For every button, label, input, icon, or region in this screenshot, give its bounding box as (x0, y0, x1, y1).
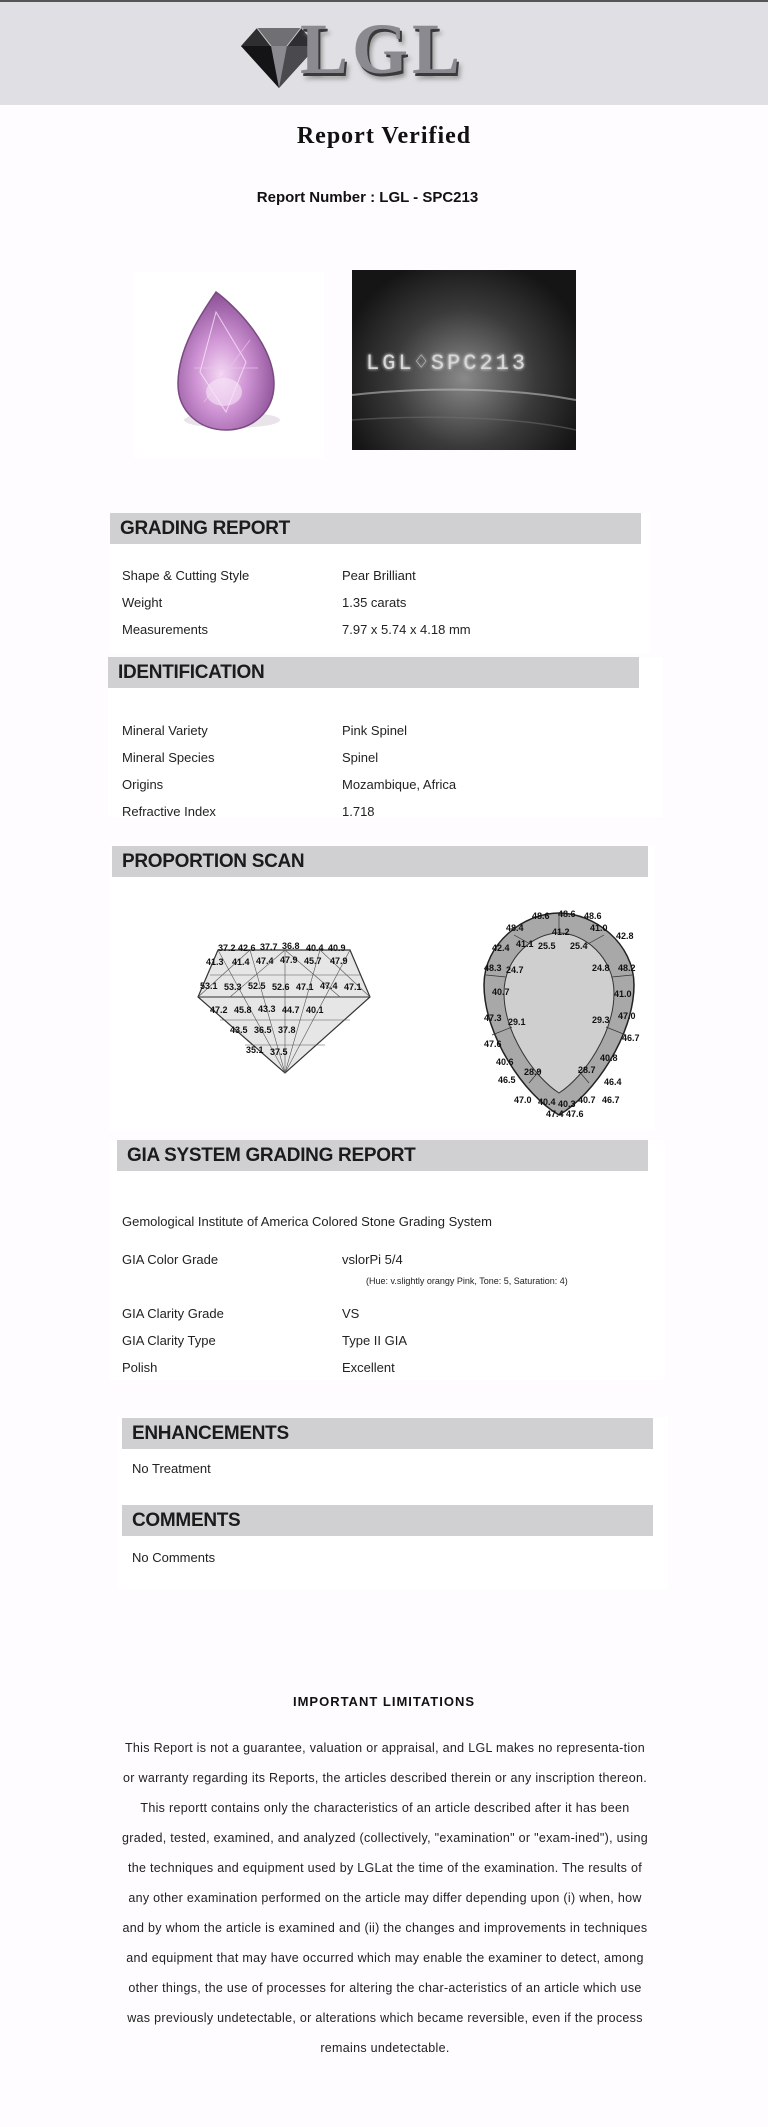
top-scan-label: 40.4 (538, 1097, 556, 1107)
side-scan-label: 43.5 (230, 1025, 248, 1035)
origins-label: Origins (122, 777, 164, 792)
side-scan-label: 47.9 (330, 956, 348, 966)
side-scan-label: 47.9 (280, 955, 298, 965)
top-scan-label: 24.8 (592, 963, 610, 973)
top-scan-label: 46.5 (498, 1075, 516, 1085)
top-scan-label: 47.6 (484, 1039, 502, 1049)
top-scan-label: 48.6 (532, 911, 550, 921)
identification-heading: IDENTIFICATION (108, 657, 639, 688)
measurements-value: 7.97 x 5.74 x 4.18 mm (342, 622, 471, 637)
side-scan-label: 36.8 (282, 941, 300, 951)
top-scan-label: 46.7 (622, 1033, 640, 1043)
limitations-heading: IMPORTANT LIMITATIONS (292, 1694, 476, 1709)
top-scan-label: 46.4 (604, 1077, 622, 1087)
top-scan-label: 24.7 (506, 965, 524, 975)
side-scan-label: 47.4 (256, 956, 274, 966)
side-scan-label: 37.8 (278, 1025, 296, 1035)
inscription-text: LGL♢SPC213 (366, 351, 529, 376)
measurements-label: Measurements (122, 622, 208, 637)
origins-value: Mozambique, Africa (342, 777, 457, 792)
shape-value: Pear Brilliant (342, 568, 416, 583)
side-scan-label: 41.4 (232, 957, 250, 967)
top-scan-label: 28.7 (578, 1065, 596, 1075)
side-scan-label: 44.7 (282, 1005, 300, 1015)
top-scan-label: 41.0 (590, 923, 608, 933)
top-scan-label: 42.8 (616, 931, 634, 941)
side-scan-label: 37.2 (218, 943, 236, 953)
side-scan-label: 45.7 (304, 956, 322, 966)
side-scan-label: 43.3 (258, 1004, 276, 1014)
top-scan-label: 47.0 (618, 1011, 636, 1021)
weight-value: 1.35 carats (342, 595, 407, 610)
gia-color-value: vslorPi 5/4 (342, 1252, 403, 1267)
side-scan-label: 36.5 (254, 1025, 272, 1035)
side-scan-label: 42.6 (238, 943, 256, 953)
gia-clarity-type-value: Type II GIA (342, 1333, 408, 1348)
side-scan-label: 47.2 (210, 1005, 228, 1015)
mineral-species-value: Spinel (342, 750, 379, 765)
side-scan-label: 37.7 (260, 942, 278, 952)
top-scan-label: 40.7 (492, 987, 510, 997)
mineral-variety-label: Mineral Variety (122, 723, 208, 738)
top-view-scan (474, 905, 644, 1120)
enhancements-value: No Treatment (132, 1461, 211, 1476)
side-scan-label: 41.3 (206, 957, 224, 967)
top-scan-label: 40.8 (600, 1053, 618, 1063)
top-scan-label: 48.3 (484, 963, 502, 973)
side-scan-label: 53.1 (200, 981, 218, 991)
side-scan-label: 47.4 (320, 981, 338, 991)
refractive-index-value: 1.718 (342, 804, 375, 819)
side-scan-label: 52.5 (248, 981, 266, 991)
top-scan-label: 47.4 (546, 1109, 564, 1119)
side-scan-label: 53.3 (224, 982, 242, 992)
gia-clarity-type-label: GIA Clarity Type (122, 1333, 216, 1348)
page-title: Report Verified (296, 123, 472, 149)
top-scan-label: 48.2 (618, 963, 636, 973)
top-scan-label: 48.4 (506, 923, 524, 933)
top-scan-label: 47.6 (566, 1109, 584, 1119)
top-scan-label: 29.1 (508, 1017, 526, 1027)
mineral-variety-value: Pink Spinel (342, 723, 408, 738)
side-scan-label: 40.1 (306, 1005, 324, 1015)
grading-report-heading: GRADING REPORT (110, 513, 641, 544)
gia-color-label: GIA Color Grade (122, 1252, 219, 1267)
top-scan-label: 47.0 (514, 1095, 532, 1105)
top-scan-label: 47.3 (484, 1013, 502, 1023)
side-scan-label: 52.6 (272, 982, 290, 992)
polish-label: Polish (122, 1360, 158, 1375)
enhancements-heading: ENHANCEMENTS (122, 1418, 653, 1449)
logo-wordmark: LGL (300, 9, 465, 89)
gia-clarity-grade-label: GIA Clarity Grade (122, 1306, 224, 1321)
gia-heading: GIA SYSTEM GRADING REPORT (117, 1140, 648, 1171)
limitations-body: This Report is not a guarantee, valuation or appraisal, and LGL makes no representa-tion or warranty regarding its Reports, the articles described therein or any inscription thereon. This reportt contains only the characteristics of an article described after it has been graded, tested, examined, and analyzed (collectively, "examination" or "exam-ined"), using the techniques and equipment used by LGLat the time of the examination. The results of any other examination performed on the article may differ depending upon (i) when, how and by whom the article is examined and (ii) the changes and improvements in techniques and equipment that may have occurred which may enable the examiner to detect, among other things, the use of processes for altering the char-acteristics of an article which use was previously undetectable, or alterations which became reversible, even if the process remains undetectable. (121, 1741, 649, 2055)
side-profile-scan (120, 905, 450, 1120)
top-scan-label: 40.6 (496, 1057, 514, 1067)
top-scan-label: 41.1 (516, 939, 534, 949)
header-banner (0, 0, 768, 105)
top-scan-label: 41.0 (614, 989, 632, 999)
gemstone-photo (134, 272, 324, 458)
side-scan-label: 45.8 (234, 1005, 252, 1015)
gia-intro: Gemological Institute of America Colored Stone Grading System (122, 1214, 492, 1229)
top-scan-label: 42.4 (492, 943, 510, 953)
top-scan-label: 48.6 (558, 909, 576, 919)
inscription-photo (352, 270, 576, 450)
top-scan-label: 29.3 (592, 1015, 610, 1025)
comments-heading: COMMENTS (122, 1505, 653, 1536)
comments-value: No Comments (132, 1550, 216, 1565)
gia-color-note: (Hue: v.slightly orangy Pink, Tone: 5, Saturation: 4) (366, 1276, 568, 1286)
top-scan-label: 46.7 (602, 1095, 620, 1105)
side-scan-label: 35.1 (246, 1045, 264, 1055)
top-scan-label: 40.7 (578, 1095, 596, 1105)
top-scan-label: 28.9 (524, 1067, 542, 1077)
polish-value: Excellent (342, 1360, 395, 1375)
gia-clarity-grade-value: VS (342, 1306, 360, 1321)
proportion-scan-heading: PROPORTION SCAN (112, 846, 648, 877)
mineral-species-label: Mineral Species (122, 750, 215, 765)
side-scan-label: 47.1 (296, 982, 314, 992)
side-scan-label: 40.4 (306, 943, 324, 953)
side-scan-label: 37.5 (270, 1047, 288, 1057)
shape-label: Shape & Cutting Style (122, 568, 250, 583)
weight-label: Weight (122, 595, 163, 610)
refractive-index-label: Refractive Index (122, 804, 216, 819)
side-scan-label: 40.9 (328, 943, 346, 953)
top-scan-label: 25.4 (570, 941, 588, 951)
top-scan-label: 48.6 (584, 911, 602, 921)
top-scan-label: 40.3 (558, 1099, 576, 1109)
top-scan-label: 41.2 (552, 927, 570, 937)
top-scan-label: 25.5 (538, 941, 556, 951)
side-scan-label: 47.1 (344, 982, 362, 992)
report-number: Report Number : LGL - SPC213 (256, 189, 479, 206)
